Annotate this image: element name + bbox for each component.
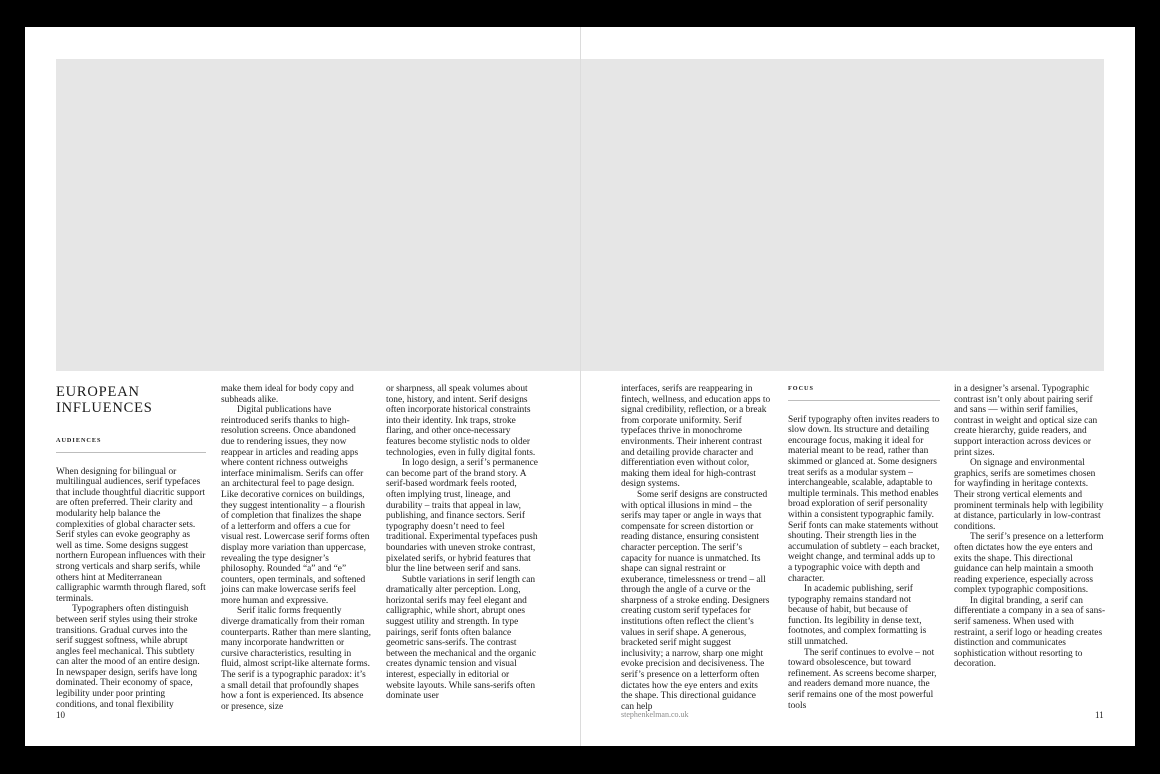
column-text <box>788 415 940 712</box>
paragraph: In academic publishing, serif typography remains standard not because of habit, but because of function. Its legibility in dense text, footnotes, and complex formatting is still unmatched. <box>788 584 927 648</box>
left-column-2 <box>221 384 371 712</box>
page-number-right: 11 <box>1095 710 1104 720</box>
section-rule <box>788 400 940 401</box>
section-label-audiences: AUDIENCES <box>56 437 102 444</box>
paragraph: Some serif designs are constructed with optical illusions in mind – the serifs may taper or angle in ways that compensate for screen distortion or reading distance, ensuring consistent character perception. The serif’s capacity for nuance is unmatched. Its shape can signal restraint or exuberance, timelessness or trend – all through the angle of a curve or the sharpness of a stroke ending. Designers creating custom serif typefaces for institutions often reflect the client’s values in serif shape. A generous, bracketed serif might suggest inclusivity; a narrow, sharp one might evoke precision and decisiveness. The serif’s presence on a letterform often dictates how the eye enters and exits the shape. This directional guidance can help <box>621 489 770 712</box>
paragraph: Typographers often distinguish between serif styles using their stroke transitions. Gradual curves into the serif suggest softness, while abrupt angles feel mechanical. This subtlety can alter the mood of an entire design. In newspaper design, serifs have long dominated. Their economy of space, legibility under poor printing conditions, and tonal flexibility <box>56 604 200 710</box>
paragraph: or sharpness, all speak volumes about tone, history, and intent. Serif designs often incorporate historical constraints into their identity. Ink traps, stroke flaring, and other once-necessary features become stylistic nods to older technologies, even in fully digital fonts. <box>386 384 536 458</box>
paragraph: In digital branding, a serif can differentiate a company in a sea of sans-serif sameness. When used with restraint, a serif logo or heading creates distinction and communicates sophistication without resorting to decoration. <box>954 595 1106 670</box>
section-rule <box>56 452 206 453</box>
left-page <box>25 27 580 746</box>
paragraph: On signage and environmental graphics, serifs are sometimes chosen for wayfinding in heritage contexts. Their strong vertical elements and prominent terminals help with legibility at distance, particularly in low-contrast conditions. <box>954 458 1104 532</box>
right-column-2 <box>788 384 940 711</box>
paragraph: Subtle variations in serif length can dramatically alter perception. Long, horizontal serifs may feel elegant and calligraphic, while short, abrupt ones suggest utility and strength. In type pairings, serif fonts often balance geometric sans-serifs. The contrast between the mechanical and the organic creates dynamic tension and visual interest, especially in editorial or website layouts. While sans-serifs often dominate user <box>386 574 537 702</box>
paragraph: The serif’s presence on a letterform often dictates how the eye enters and exits the shape. This directional guidance can help maintain a smooth reading experience, especially across complex typographic compositions. <box>954 532 1104 596</box>
paragraph: In logo design, a serif’s permanence can become part of the brand story. A serif-based wordmark feels rooted, often implying trust, lineage, and durability – traits that appeal in law, publishing, and finance sectors. Serif typography doesn’t need to feel traditional. Experimental typefaces push boundaries with uneven stroke contrast, pixelated serifs, or hybrid features that blur the line between serif and sans. <box>386 458 538 575</box>
paragraph: When designing for bilingual or multilingual audiences, serif typefaces that include thoughtful diacritic support are often preferred. Their clarity and modularity help balance the complexities of global character sets. Serif styles can evoke geography as well as time. Some designs suggest northern European influences with their strong verticals and sharp serifs, while others hint at Mediterranean calligraphic warmth through flared, soft terminals. <box>56 466 206 604</box>
paragraph: The serif continues to evolve – not toward obsolescence, but toward refinement. As screens become sharper, and readers demand more nuance, the serif remains one of the most powerful tools <box>788 647 937 711</box>
hero-image-placeholder-left <box>56 59 580 371</box>
paragraph: Serif italic forms frequently diverge dramatically from their roman counterparts. Rather than mere slanting, many incorporate handwritten or cursive characteristics, resulting in fluid, almost script-like alternate forms. The serif is a typographic paradox: it’s a small detail that profoundly shapes how a font is experienced. Its absence or presence, size <box>221 606 371 712</box>
paragraph: Digital publications have reintroduced serifs thanks to high-resolution screens. Once abandoned due to rendering issues, they now reappear in articles and reading apps where content richness outweighs interface minimalism. Serifs can offer an architectural feel to page design. Like decorative cornices on buildings, they suggest intentionality – a flourish of completion that finalizes the shape of a letterform and offers a cue for visual rest. Lowercase serif forms often display more variation than uppercase, revealing the type designer’s philosophy. Rounded “a” and “e” counters, open terminals, and softened joins can make lowercase serifs feel more human and expressive. <box>221 405 370 606</box>
left-column-3 <box>386 384 538 702</box>
column-text <box>56 467 206 711</box>
section-label-focus: FOCUS <box>788 385 814 392</box>
right-column-3 <box>954 384 1106 670</box>
left-column-1 <box>56 384 206 710</box>
page-heading: EUROPEAN INFLUENCES <box>56 384 153 416</box>
paragraph: interfaces, serifs are reappearing in fintech, wellness, and education apps to signal credibility, reflection, or a break from corporate uniformity. Serif typefaces thrive in monochrome environments. Their inherent contrast and detailing provide character and differentiation even without color, making them ideal for high-contrast design systems. <box>621 384 771 490</box>
magazine-spread <box>25 27 1135 746</box>
page-number-left: 10 <box>56 710 65 720</box>
paragraph: in a designer’s arsenal. Typographic contrast isn’t only about pairing serif and sans — within serif families, contrast in weight and optical size can create hierarchy, guide readers, and support interaction across devices or print sizes. <box>954 384 1098 458</box>
paragraph: make them ideal for body copy and subheads alike. <box>221 384 354 405</box>
right-column-1 <box>621 384 771 712</box>
paragraph: Serif typography often invites readers to slow down. Its structure and detailing encourage focus, making it ideal for material meant to be read, rather than skimmed or glanced at. Some designers treat serifs as a modular system – interchangeable, scalable, adaptable to multiple terminals. This method enables broad exploration of serif personality within a consistent typographic family. Serif fonts can make statements without shouting. Their strength lies in the accumulation of subtlety – each bracket, weight change, and terminal adds up to a typographic voice with depth and character. <box>788 414 940 584</box>
hero-image-placeholder-right <box>581 59 1104 371</box>
right-page <box>581 27 1135 746</box>
footer-url-link[interactable]: stephenkelman.co.uk <box>621 710 689 719</box>
